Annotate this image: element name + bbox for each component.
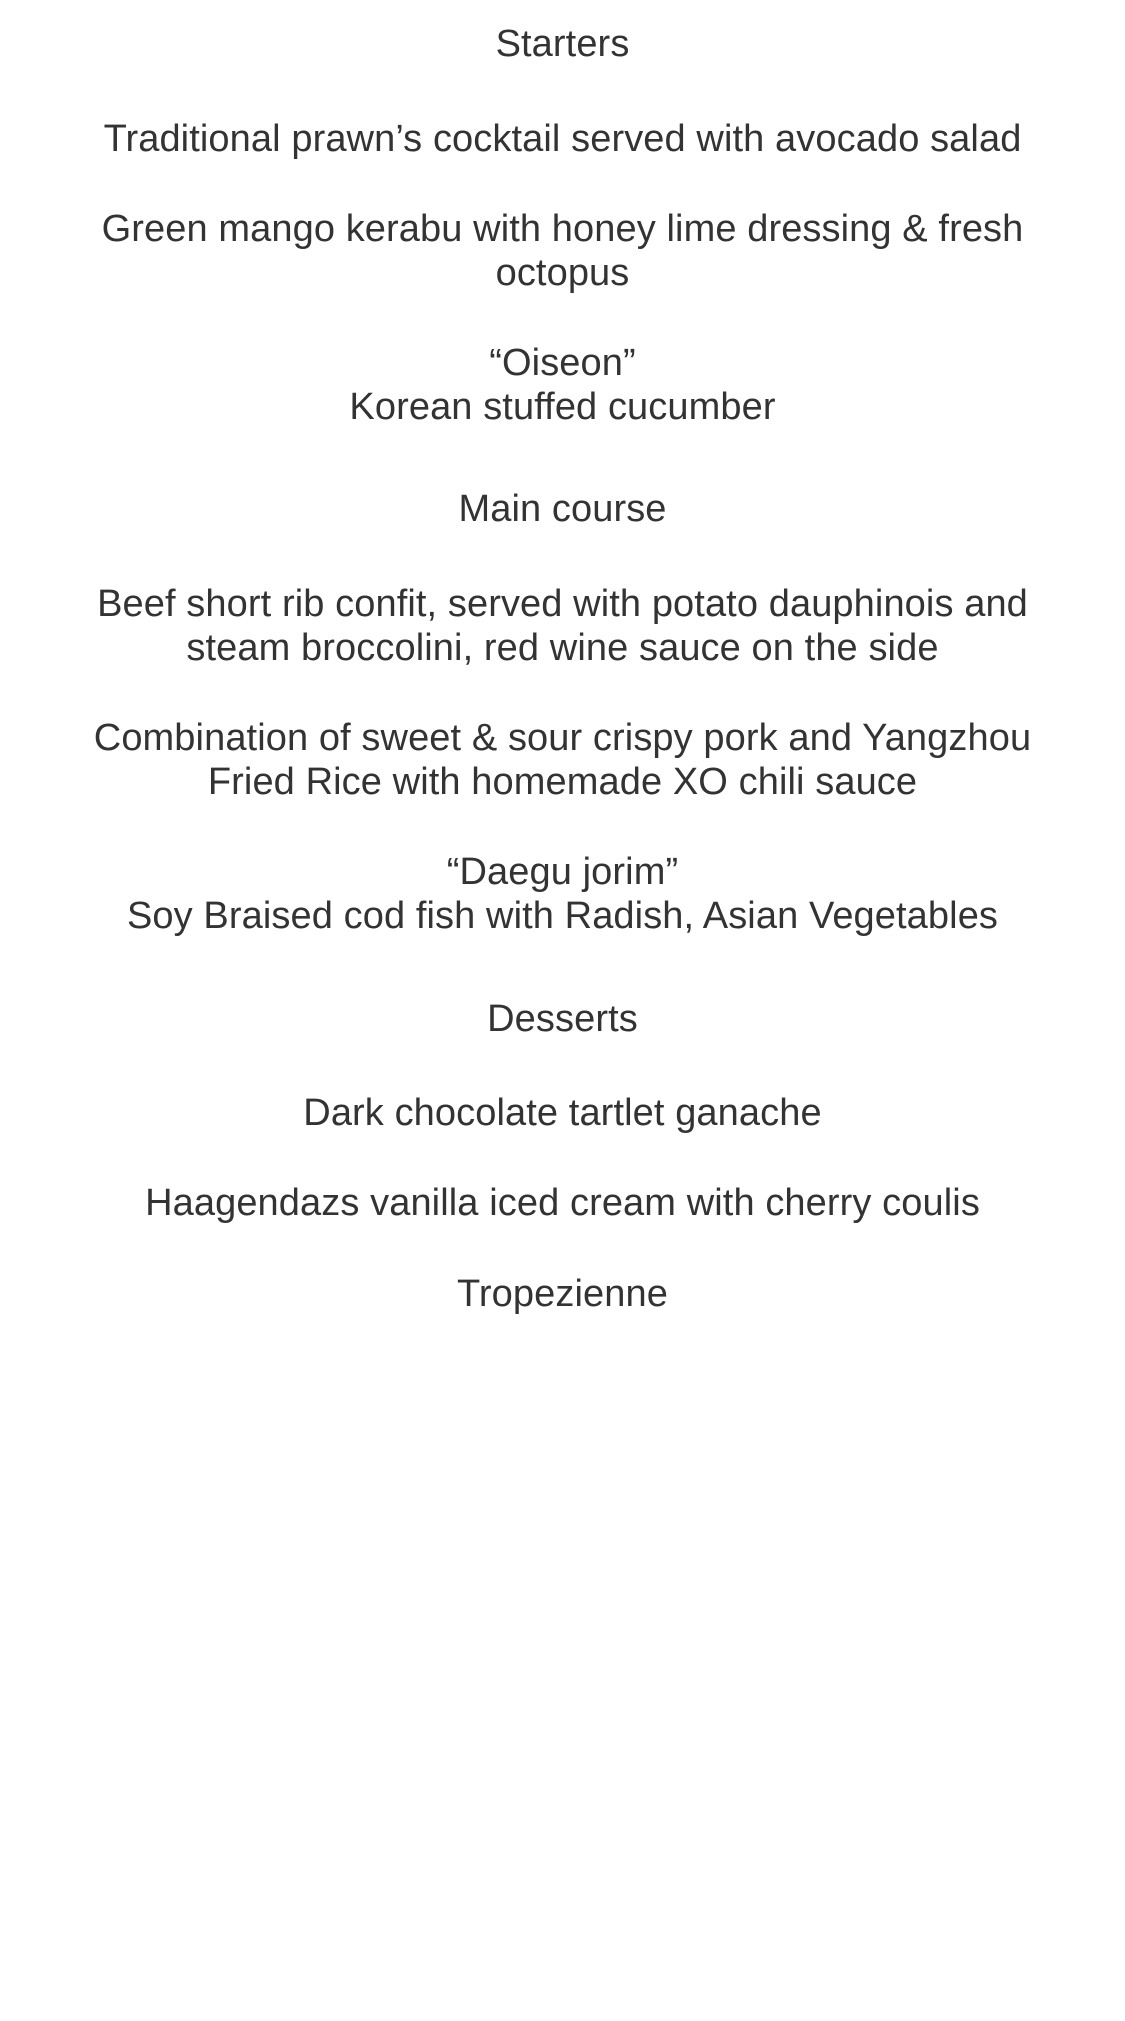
- menu-item: Green mango kerabu with honey lime dressing & fresh octopus: [101, 207, 1024, 294]
- menu-item: Beef short rib confit, served with potato dauphinois and steam broccolini, red wine sauce on the side: [97, 583, 1028, 670]
- section-heading-main-course: Main course: [458, 488, 667, 531]
- menu-item: “Daegu jorim” Soy Braised cod fish with Radish, Asian Vegetables: [126, 851, 999, 938]
- menu-item: Dark chocolate tartlet ganache: [303, 1092, 822, 1135]
- menu-item: Combination of sweet & sour crispy pork and Yangzhou Fried Rice with homemade XO chili sauce: [93, 717, 1032, 804]
- top-spacer: [60, 0, 1065, 8]
- menu-item: “Oiseon” Korean stuffed cucumber: [349, 342, 776, 429]
- menu-item: Haagendazs vanilla iced cream with cherry coulis: [145, 1182, 980, 1225]
- section-heading-starters: Starters: [495, 23, 630, 65]
- menu-item: Traditional prawn’s cocktail served with avocado salad: [103, 117, 1022, 160]
- section-heading-desserts: Desserts: [487, 997, 638, 1040]
- menu-item: Tropezienne: [457, 1272, 668, 1315]
